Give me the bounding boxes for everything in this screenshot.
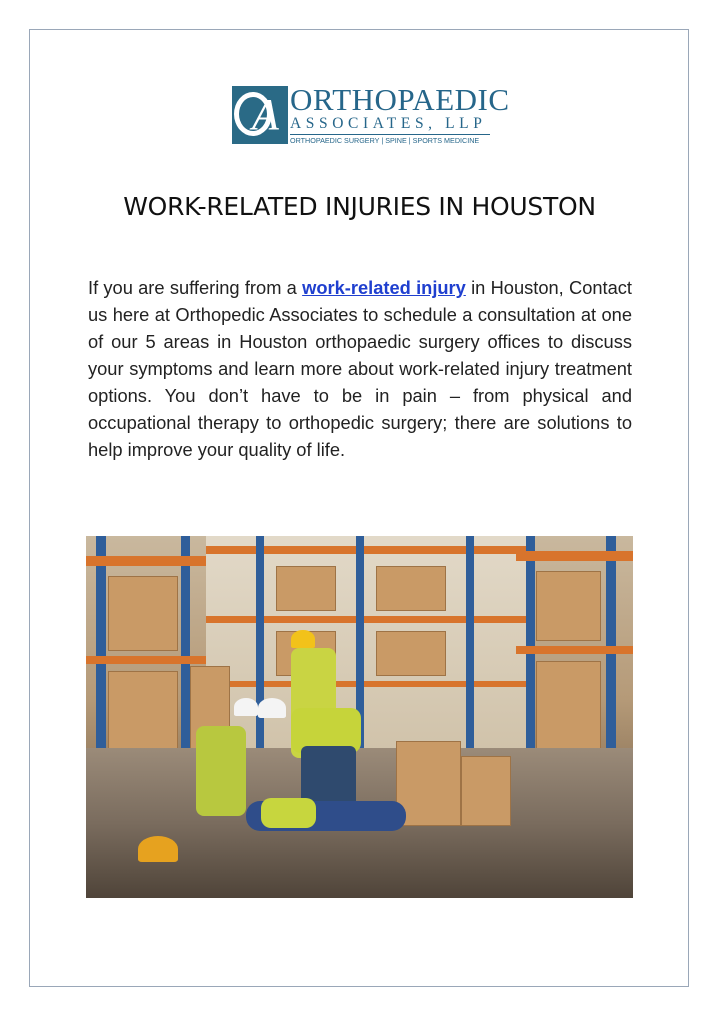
logo-name: ORTHOPAEDIC (290, 82, 510, 117)
logo-suffix: ASSOCIATES, LLP (290, 115, 487, 132)
work-related-injury-link[interactable]: work-related injury (302, 277, 466, 298)
body-text-start: If you are suffering from a (88, 277, 303, 298)
warehouse-injury-photo (86, 536, 633, 898)
page-title: WORK-RELATED INJURIES IN HOUSTON (123, 192, 596, 221)
logo-tagline: ORTHOPAEDIC SURGERY | SPINE | SPORTS MEDICINE (290, 134, 490, 145)
logo-mark-icon: A (232, 86, 288, 144)
body-paragraph (88, 274, 632, 463)
company-logo (232, 82, 510, 148)
body-text-rest: in Houston, Contact us here at Orthopedic Associates to schedule a consultation at one of our 5 areas in Houston orthopaedic surgery offices to discuss your symptoms and learn more about work-related injury treatment options. You don’t have to be in pain – from physical and occupational therapy to orthopedic surgery; there are solutions to help improve your quality of life. (88, 277, 633, 460)
